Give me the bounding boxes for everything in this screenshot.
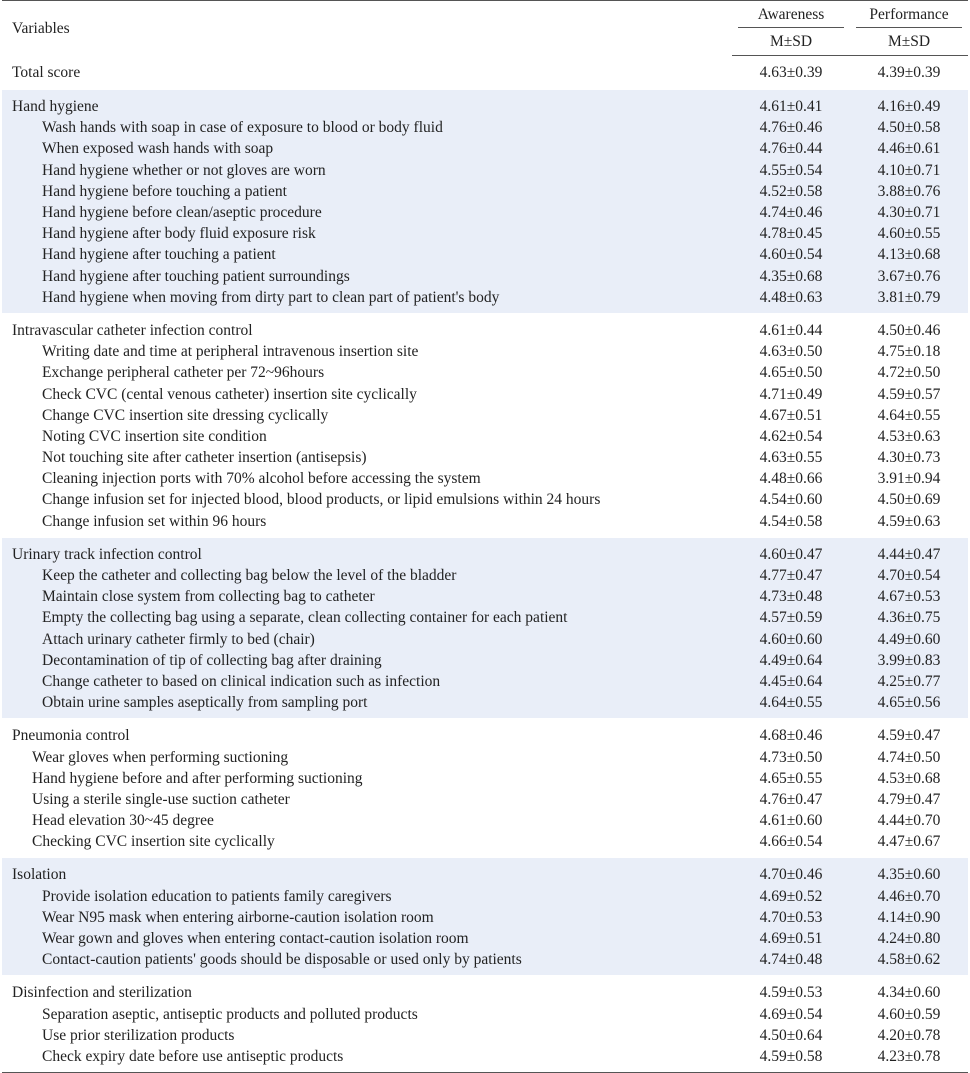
table-row [2, 650, 968, 671]
item-awareness: 4.70±0.53 [732, 907, 850, 928]
item-awareness: 4.69±0.51 [732, 928, 850, 949]
total-label: Total score [2, 56, 732, 90]
item-performance: 4.60±0.55 [850, 223, 968, 244]
group-awareness: 4.61±0.44 [732, 313, 850, 341]
item-awareness: 4.48±0.63 [732, 287, 850, 314]
item-label: Attach urinary catheter firmly to bed (chair) [2, 629, 732, 650]
awareness-header [732, 1, 850, 29]
item-label: Checking CVC insertion site cyclically [32, 833, 275, 851]
awareness-performance-table [2, 0, 968, 1073]
item-label: Separation aseptic, antiseptic products and polluted products [42, 1005, 418, 1023]
table-row [2, 468, 968, 489]
item-label: Maintain close system from collecting bag to catheter [2, 586, 732, 607]
item-performance: 4.30±0.73 [877, 449, 941, 467]
item-label: Change infusion set within 96 hours [42, 512, 267, 530]
table-row [2, 223, 968, 244]
group-awareness: 4.68±0.46 [732, 719, 850, 747]
item-performance: 4.25±0.77 [850, 671, 968, 692]
performance-header [850, 1, 968, 29]
table-row [2, 789, 968, 810]
group-performance: 4.59±0.47 [850, 719, 968, 747]
item-label: Change catheter to based on clinical indication such as infection [2, 671, 732, 692]
item-awareness: 4.77±0.47 [732, 565, 850, 586]
item-label: Hand hygiene when moving from dirty part to clean part of patient's body [2, 287, 732, 314]
item-performance: 3.81±0.79 [850, 287, 968, 314]
item-awareness: 4.54±0.58 [759, 512, 823, 530]
item-label: Hand hygiene after body fluid exposure risk [2, 223, 732, 244]
table-row [2, 629, 968, 650]
table-row [2, 831, 968, 858]
item-performance: 4.36±0.75 [850, 607, 968, 628]
total-row [2, 56, 968, 90]
item-awareness: 4.62±0.54 [759, 427, 823, 445]
group-header-row [2, 313, 968, 341]
item-performance: 4.24±0.80 [850, 928, 968, 949]
item-awareness: 4.35±0.68 [732, 266, 850, 287]
item-performance: 4.20±0.78 [877, 1026, 941, 1044]
group-header-row [2, 537, 968, 565]
table-row [2, 362, 968, 383]
group-section [2, 90, 968, 314]
table-row [2, 341, 968, 362]
table-row [2, 586, 968, 607]
item-awareness: 4.74±0.48 [732, 949, 850, 976]
item-label: Hand hygiene after touching patient surroundings [2, 266, 732, 287]
group-performance: 4.34±0.60 [850, 976, 968, 1004]
item-label: Wear gown and gloves when entering contact-caution isolation room [2, 928, 732, 949]
item-label: Check expiry date before use antiseptic products [2, 1046, 732, 1073]
item-awareness: 4.48±0.66 [759, 470, 823, 488]
item-performance: 4.50±0.69 [877, 491, 941, 509]
total-awareness: 4.63±0.39 [732, 56, 850, 90]
table-row [2, 489, 968, 510]
item-performance: 3.99±0.83 [850, 650, 968, 671]
item-awareness: 4.59±0.58 [732, 1046, 850, 1073]
item-awareness: 4.57±0.59 [732, 607, 850, 628]
item-awareness: 4.60±0.54 [732, 244, 850, 265]
table-row [2, 426, 968, 447]
item-awareness: 4.71±0.49 [759, 385, 823, 403]
table-header [2, 1, 968, 56]
group-performance: 4.35±0.60 [850, 858, 968, 886]
table-row [2, 1046, 968, 1073]
table-row [2, 671, 968, 692]
item-performance: 4.53±0.68 [877, 769, 941, 787]
table-row [2, 565, 968, 586]
item-performance: 3.91±0.94 [877, 470, 941, 488]
table-row [2, 117, 968, 138]
item-awareness: 4.78±0.45 [732, 223, 850, 244]
item-performance: 4.46±0.70 [850, 886, 968, 907]
table-row [2, 907, 968, 928]
item-performance: 4.65±0.56 [850, 692, 968, 719]
group-section [2, 719, 968, 858]
item-awareness: 4.67±0.51 [759, 406, 823, 424]
table-row [2, 1004, 968, 1025]
item-performance: 4.30±0.71 [850, 202, 968, 223]
item-label: Using a sterile single-use suction catheter [32, 790, 290, 808]
item-label: Keep the catheter and collecting bag below the level of the bladder [2, 565, 732, 586]
table-row [2, 949, 968, 976]
group-name: Disinfection and sterilization [2, 976, 732, 1004]
item-label: Wear N95 mask when entering airborne-caution isolation room [2, 907, 732, 928]
table-row [2, 287, 968, 314]
item-performance: 4.44±0.70 [877, 812, 941, 830]
item-performance: 4.50±0.58 [850, 117, 968, 138]
item-label: Hand hygiene before and after performing suctioning [32, 769, 363, 787]
group-performance: 4.16±0.49 [850, 90, 968, 118]
item-awareness: 4.45±0.64 [732, 671, 850, 692]
item-label: Change CVC insertion site dressing cyclically [42, 406, 329, 424]
item-label: Change infusion set for injected blood, blood products, or lipid emulsions within 24 hours [42, 491, 601, 509]
item-label: Contact-caution patients' goods should be disposable or used only by patients [2, 949, 732, 976]
performance-msd-header: M±SD [850, 28, 968, 56]
table-row [2, 202, 968, 223]
group-name: Pneumonia control [2, 719, 732, 747]
item-awareness: 4.73±0.50 [759, 748, 823, 766]
item-performance: 4.75±0.18 [877, 343, 941, 361]
group-section [2, 537, 968, 719]
item-label: Writing date and time at peripheral intravenous insertion site [42, 343, 419, 361]
table-row [2, 928, 968, 949]
table-row [2, 768, 968, 789]
item-performance: 4.58±0.62 [850, 949, 968, 976]
item-performance: 4.46±0.61 [850, 138, 968, 159]
item-label: Use prior sterilization products [42, 1026, 235, 1044]
item-label: Hand hygiene before touching a patient [2, 181, 732, 202]
item-performance: 4.79±0.47 [877, 790, 941, 808]
item-label: Hand hygiene after touching a patient [2, 244, 732, 265]
item-label: Wash hands with soap in case of exposure to blood or body fluid [2, 117, 732, 138]
group-section [2, 976, 968, 1073]
group-awareness: 4.60±0.47 [732, 537, 850, 565]
variables-header: Variables [2, 1, 732, 56]
item-awareness: 4.66±0.54 [759, 833, 823, 851]
item-label: Exchange peripheral catheter per 72~96hours [42, 364, 325, 382]
group-awareness: 4.59±0.53 [732, 976, 850, 1004]
item-awareness: 4.54±0.60 [759, 491, 823, 509]
group-name: Urinary track infection control [2, 537, 732, 565]
table-row [2, 810, 968, 831]
performance-header-label: Performance [856, 2, 962, 28]
item-awareness: 4.69±0.52 [732, 886, 850, 907]
group-header-row [2, 719, 968, 747]
table-row [2, 160, 968, 181]
group-header-row [2, 858, 968, 886]
item-label: Check CVC (cental venous catheter) insertion site cyclically [42, 385, 417, 403]
item-label: When exposed wash hands with soap [2, 138, 732, 159]
item-label: Obtain urine samples aseptically from sampling port [2, 692, 732, 719]
group-section [2, 858, 968, 976]
table-row [2, 138, 968, 159]
table-row [2, 511, 968, 538]
item-label: Noting CVC insertion site condition [42, 427, 267, 445]
item-awareness: 4.65±0.55 [759, 769, 823, 787]
item-performance: 4.13±0.68 [850, 244, 968, 265]
group-awareness: 4.70±0.46 [732, 858, 850, 886]
table-row [2, 405, 968, 426]
item-label: Hand hygiene whether or not gloves are worn [2, 160, 732, 181]
item-awareness: 4.60±0.60 [732, 629, 850, 650]
group-performance: 4.44±0.47 [850, 537, 968, 565]
item-awareness: 4.50±0.64 [759, 1026, 823, 1044]
table-row [2, 383, 968, 404]
group-header-row [2, 976, 968, 1004]
group-awareness: 4.61±0.41 [732, 90, 850, 118]
table-row [2, 1025, 968, 1046]
table-row [2, 886, 968, 907]
item-performance: 4.23±0.78 [850, 1046, 968, 1073]
awareness-header-label: Awareness [738, 2, 844, 28]
total-section [2, 56, 968, 90]
total-performance: 4.39±0.39 [850, 56, 968, 90]
item-awareness: 4.74±0.46 [732, 202, 850, 223]
item-label: Wear gloves when performing suctioning [32, 748, 289, 766]
item-label: Not touching site after catheter insertion (antisepsis) [42, 449, 367, 467]
item-label: Provide isolation education to patients family caregivers [2, 886, 732, 907]
group-performance: 4.50±0.46 [850, 313, 968, 341]
table-row [2, 447, 968, 468]
item-awareness: 4.63±0.55 [759, 449, 823, 467]
item-awareness: 4.49±0.64 [732, 650, 850, 671]
awareness-msd-header: M±SD [732, 28, 850, 56]
item-label: Head elevation 30~45 degree [32, 812, 214, 830]
item-awareness: 4.52±0.58 [732, 181, 850, 202]
item-performance: 4.74±0.50 [877, 748, 941, 766]
item-awareness: 4.61±0.60 [759, 812, 823, 830]
item-performance: 4.60±0.59 [877, 1005, 941, 1023]
item-awareness: 4.76±0.44 [732, 138, 850, 159]
group-name: Intravascular catheter infection control [2, 313, 732, 341]
item-awareness: 4.73±0.48 [732, 586, 850, 607]
item-performance: 4.14±0.90 [850, 907, 968, 928]
item-awareness: 4.76±0.47 [759, 790, 823, 808]
item-performance: 4.49±0.60 [850, 629, 968, 650]
table-row [2, 266, 968, 287]
group-name: Isolation [2, 858, 732, 886]
item-performance: 4.72±0.50 [877, 364, 941, 382]
item-label: Cleaning injection ports with 70% alcohol before accessing the system [42, 470, 481, 488]
item-performance: 4.53±0.63 [877, 427, 941, 445]
item-performance: 3.88±0.76 [850, 181, 968, 202]
item-awareness: 4.55±0.54 [732, 160, 850, 181]
item-label: Empty the collecting bag using a separate, clean collecting container for each patient [2, 607, 732, 628]
item-performance: 4.10±0.71 [850, 160, 968, 181]
item-label: Hand hygiene before clean/aseptic procedure [2, 202, 732, 223]
table-row [2, 746, 968, 767]
item-performance: 4.70±0.54 [850, 565, 968, 586]
item-awareness: 4.63±0.50 [759, 343, 823, 361]
group-header-row [2, 90, 968, 118]
table-row [2, 607, 968, 628]
item-label: Decontamination of tip of collecting bag after draining [2, 650, 732, 671]
table-row [2, 181, 968, 202]
item-performance: 4.67±0.53 [850, 586, 968, 607]
item-performance: 4.59±0.63 [877, 512, 941, 530]
table-row [2, 692, 968, 719]
item-performance: 4.47±0.67 [877, 833, 941, 851]
item-awareness: 4.69±0.54 [759, 1005, 823, 1023]
group-name: Hand hygiene [2, 90, 732, 118]
group-section [2, 313, 968, 537]
item-awareness: 4.76±0.46 [732, 117, 850, 138]
item-awareness: 4.65±0.50 [759, 364, 823, 382]
item-performance: 4.64±0.55 [877, 406, 941, 424]
table-row [2, 244, 968, 265]
item-performance: 3.67±0.76 [850, 266, 968, 287]
item-performance: 4.59±0.57 [877, 385, 941, 403]
item-awareness: 4.64±0.55 [732, 692, 850, 719]
